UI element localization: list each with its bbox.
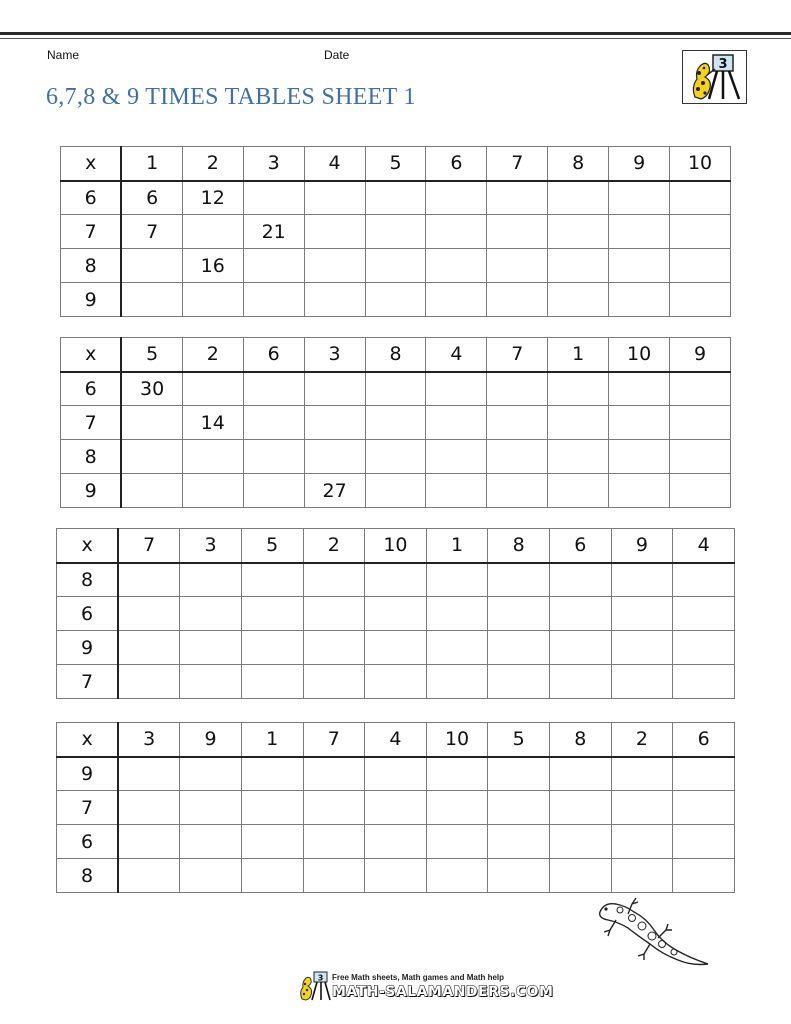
answer-cell[interactable]	[426, 406, 487, 440]
top-rule	[0, 32, 791, 35]
answer-cell[interactable]	[609, 440, 670, 474]
footer-site-link[interactable]: MATH-SALAMANDERS.COM	[332, 984, 554, 1000]
answer-cell[interactable]	[118, 791, 180, 825]
answer-cell[interactable]	[426, 215, 487, 249]
answer-cell[interactable]	[609, 372, 670, 406]
answer-cell[interactable]	[365, 406, 426, 440]
column-header: 3	[304, 338, 365, 372]
answer-cell[interactable]: 14	[182, 406, 243, 440]
times-table-1	[60, 146, 731, 317]
answer-cell[interactable]	[609, 474, 670, 508]
table-row	[57, 563, 735, 597]
column-header: 4	[673, 529, 735, 563]
answer-cell[interactable]	[426, 859, 488, 893]
answer-cell[interactable]	[180, 665, 242, 699]
answer-cell[interactable]	[488, 859, 550, 893]
answer-cell[interactable]	[673, 757, 735, 791]
answer-cell[interactable]: 6	[121, 181, 182, 215]
answer-cell[interactable]	[548, 474, 609, 508]
answer-cell[interactable]	[609, 283, 670, 317]
answer-cell[interactable]	[365, 563, 427, 597]
answer-cell[interactable]	[548, 181, 609, 215]
table-header-row	[61, 147, 731, 181]
answer-cell[interactable]	[365, 474, 426, 508]
answer-cell[interactable]	[243, 181, 304, 215]
answer-cell[interactable]: 27	[304, 474, 365, 508]
column-header: 10	[365, 529, 427, 563]
answer-cell[interactable]	[548, 372, 609, 406]
answer-cell[interactable]	[550, 825, 612, 859]
answer-cell[interactable]	[121, 474, 182, 508]
answer-cell[interactable]	[426, 597, 488, 631]
column-header: 1	[548, 338, 609, 372]
answer-cell[interactable]	[243, 406, 304, 440]
column-header: 1	[241, 723, 303, 757]
table-row	[61, 406, 731, 440]
answer-cell[interactable]	[304, 249, 365, 283]
table-row	[61, 215, 731, 249]
column-header: 9	[670, 338, 731, 372]
answer-cell[interactable]	[609, 249, 670, 283]
answer-cell[interactable]	[118, 859, 180, 893]
answer-cell[interactable]	[365, 757, 427, 791]
table-row	[57, 665, 735, 699]
answer-cell[interactable]	[180, 825, 242, 859]
answer-cell[interactable]	[243, 249, 304, 283]
worksheet-title: 6,7,8 & 9 TIMES TABLES SHEET 1	[46, 84, 416, 110]
answer-cell[interactable]	[426, 563, 488, 597]
answer-cell[interactable]	[426, 181, 487, 215]
answer-cell[interactable]	[365, 181, 426, 215]
row-header: 8	[57, 563, 119, 597]
answer-cell[interactable]	[121, 249, 182, 283]
answer-cell[interactable]	[426, 791, 488, 825]
answer-cell[interactable]	[180, 631, 242, 665]
row-header: 7	[61, 406, 122, 440]
column-header: 6	[243, 338, 304, 372]
answer-cell[interactable]	[303, 757, 365, 791]
corner-cell: x	[61, 338, 122, 372]
answer-cell[interactable]	[304, 372, 365, 406]
answer-cell[interactable]	[673, 665, 735, 699]
answer-cell[interactable]	[303, 563, 365, 597]
date-label: Date	[324, 48, 350, 62]
answer-cell[interactable]	[182, 440, 243, 474]
answer-cell[interactable]	[182, 372, 243, 406]
answer-cell[interactable]	[550, 757, 612, 791]
answer-cell[interactable]	[550, 665, 612, 699]
times-table-4	[56, 722, 735, 893]
answer-cell[interactable]	[611, 631, 673, 665]
answer-cell[interactable]	[548, 283, 609, 317]
table-row	[57, 631, 735, 665]
answer-cell[interactable]	[426, 665, 488, 699]
answer-cell[interactable]	[241, 563, 303, 597]
column-header: 10	[609, 338, 670, 372]
answer-cell[interactable]	[426, 825, 488, 859]
answer-cell[interactable]	[241, 757, 303, 791]
answer-cell[interactable]: 12	[182, 181, 243, 215]
column-header: 8	[550, 723, 612, 757]
answer-cell[interactable]	[182, 474, 243, 508]
table-row	[61, 283, 731, 317]
answer-cell[interactable]	[303, 665, 365, 699]
column-header: 2	[182, 147, 243, 181]
row-header: 9	[57, 631, 119, 665]
column-header: 1	[426, 529, 488, 563]
answer-cell[interactable]	[488, 563, 550, 597]
answer-cell[interactable]	[304, 283, 365, 317]
answer-cell[interactable]	[611, 665, 673, 699]
table-row	[61, 249, 731, 283]
answer-cell[interactable]	[609, 215, 670, 249]
answer-cell[interactable]	[488, 665, 550, 699]
answer-cell[interactable]	[365, 249, 426, 283]
answer-cell[interactable]	[487, 406, 548, 440]
answer-cell[interactable]	[365, 791, 427, 825]
answer-cell[interactable]	[241, 631, 303, 665]
answer-cell[interactable]	[121, 406, 182, 440]
row-header: 6	[61, 372, 122, 406]
answer-cell[interactable]	[180, 597, 242, 631]
answer-cell[interactable]	[426, 757, 488, 791]
answer-cell[interactable]	[243, 474, 304, 508]
times-table-2	[60, 337, 731, 508]
answer-cell[interactable]: 16	[182, 249, 243, 283]
column-header: 4	[426, 338, 487, 372]
answer-cell[interactable]	[550, 859, 612, 893]
name-label: Name	[47, 48, 80, 62]
answer-cell[interactable]	[303, 597, 365, 631]
column-header: 2	[611, 723, 673, 757]
footer-tagline: Free Math sheets, Math games and Math help	[332, 973, 505, 982]
column-header: 4	[304, 147, 365, 181]
answer-cell[interactable]	[303, 791, 365, 825]
answer-cell[interactable]	[426, 372, 487, 406]
column-header: 3	[180, 529, 242, 563]
row-header: 6	[57, 597, 119, 631]
column-header: 5	[488, 723, 550, 757]
answer-cell[interactable]	[180, 757, 242, 791]
answer-cell[interactable]	[670, 440, 731, 474]
table-header-row	[61, 338, 731, 372]
column-header: 2	[182, 338, 243, 372]
footer-logo-badge: 3	[317, 973, 324, 983]
answer-cell[interactable]	[487, 215, 548, 249]
answer-cell[interactable]	[243, 440, 304, 474]
column-header: 5	[365, 147, 426, 181]
answer-cell[interactable]	[548, 215, 609, 249]
answer-cell[interactable]	[243, 372, 304, 406]
answer-cell[interactable]	[611, 791, 673, 825]
answer-cell[interactable]	[365, 859, 427, 893]
column-header: 4	[365, 723, 427, 757]
answer-cell[interactable]	[121, 440, 182, 474]
table-row	[57, 825, 735, 859]
column-header: 5	[241, 529, 303, 563]
column-header: 10	[426, 723, 488, 757]
answer-cell[interactable]	[548, 440, 609, 474]
column-header: 9	[609, 147, 670, 181]
column-header: 1	[121, 147, 182, 181]
answer-cell[interactable]	[673, 563, 735, 597]
answer-cell[interactable]	[670, 406, 731, 440]
column-header: 8	[365, 338, 426, 372]
row-header: 9	[61, 283, 122, 317]
answer-cell[interactable]	[118, 757, 180, 791]
answer-cell[interactable]	[241, 665, 303, 699]
answer-cell[interactable]	[670, 215, 731, 249]
column-header: 8	[488, 529, 550, 563]
answer-cell[interactable]	[488, 825, 550, 859]
answer-cell[interactable]	[182, 215, 243, 249]
answer-cell[interactable]	[670, 249, 731, 283]
answer-cell[interactable]	[611, 597, 673, 631]
answer-cell[interactable]	[365, 283, 426, 317]
answer-cell[interactable]	[365, 372, 426, 406]
column-header: 7	[118, 529, 180, 563]
answer-cell[interactable]	[609, 181, 670, 215]
salamander-drawing-icon	[592, 896, 714, 972]
row-header: 8	[57, 859, 119, 893]
answer-cell[interactable]	[365, 215, 426, 249]
answer-cell[interactable]	[304, 440, 365, 474]
row-header: 6	[57, 825, 119, 859]
logo-badge: 3	[718, 57, 728, 72]
answer-cell[interactable]	[426, 631, 488, 665]
corner-cell: x	[57, 529, 119, 563]
answer-cell[interactable]	[426, 440, 487, 474]
row-header: 7	[57, 665, 119, 699]
answer-cell[interactable]	[180, 791, 242, 825]
column-header: 9	[180, 723, 242, 757]
column-header: 7	[487, 338, 548, 372]
table-row	[57, 791, 735, 825]
answer-cell[interactable]	[670, 283, 731, 317]
answer-cell[interactable]	[550, 791, 612, 825]
answer-cell[interactable]	[488, 631, 550, 665]
table-row	[57, 859, 735, 893]
top-rule-thin	[0, 38, 791, 39]
column-header: 5	[121, 338, 182, 372]
answer-cell[interactable]	[487, 181, 548, 215]
answer-cell[interactable]	[487, 249, 548, 283]
answer-cell[interactable]	[365, 665, 427, 699]
salamander-logo-icon	[296, 970, 332, 1002]
answer-cell[interactable]	[118, 825, 180, 859]
answer-cell[interactable]	[182, 283, 243, 317]
answer-cell[interactable]: 7	[121, 215, 182, 249]
table-row	[61, 440, 731, 474]
column-header: 6	[550, 529, 612, 563]
answer-cell[interactable]	[611, 825, 673, 859]
answer-cell[interactable]	[241, 825, 303, 859]
row-header: 7	[61, 215, 122, 249]
answer-cell[interactable]	[118, 665, 180, 699]
answer-cell[interactable]	[241, 597, 303, 631]
column-header: 10	[670, 147, 731, 181]
answer-cell[interactable]	[241, 859, 303, 893]
answer-cell[interactable]	[118, 631, 180, 665]
answer-cell[interactable]	[670, 474, 731, 508]
answer-cell[interactable]	[611, 563, 673, 597]
answer-cell[interactable]	[488, 757, 550, 791]
table-row	[57, 597, 735, 631]
answer-cell[interactable]	[673, 631, 735, 665]
answer-cell[interactable]	[673, 791, 735, 825]
answer-cell[interactable]	[488, 791, 550, 825]
answer-cell[interactable]	[121, 283, 182, 317]
corner-cell: x	[57, 723, 119, 757]
answer-cell[interactable]	[426, 249, 487, 283]
corner-cell: x	[61, 147, 122, 181]
row-header: 8	[61, 440, 122, 474]
answer-cell[interactable]	[365, 825, 427, 859]
answer-cell[interactable]	[673, 859, 735, 893]
answer-cell[interactable]	[548, 406, 609, 440]
answer-cell[interactable]	[487, 283, 548, 317]
answer-cell[interactable]	[488, 597, 550, 631]
column-header: 8	[548, 147, 609, 181]
table-row	[61, 181, 731, 215]
row-header: 9	[57, 757, 119, 791]
answer-cell[interactable]	[673, 597, 735, 631]
answer-cell[interactable]	[118, 563, 180, 597]
column-header: 3	[243, 147, 304, 181]
answer-cell[interactable]	[611, 859, 673, 893]
answer-cell[interactable]	[548, 249, 609, 283]
times-table-3	[56, 528, 735, 699]
row-header: 8	[61, 249, 122, 283]
answer-cell[interactable]	[304, 181, 365, 215]
answer-cell[interactable]	[365, 440, 426, 474]
answer-cell[interactable]: 30	[121, 372, 182, 406]
answer-cell[interactable]	[609, 406, 670, 440]
column-header: 6	[673, 723, 735, 757]
answer-cell[interactable]	[550, 631, 612, 665]
answer-cell[interactable]	[365, 597, 427, 631]
row-header: 7	[57, 791, 119, 825]
column-header: 7	[303, 723, 365, 757]
answer-cell[interactable]	[304, 406, 365, 440]
answer-cell[interactable]	[118, 597, 180, 631]
row-header: 9	[61, 474, 122, 508]
answer-cell[interactable]: 21	[243, 215, 304, 249]
answer-cell[interactable]	[241, 791, 303, 825]
answer-cell[interactable]	[303, 859, 365, 893]
answer-cell[interactable]	[303, 825, 365, 859]
answer-cell[interactable]	[550, 563, 612, 597]
answer-cell[interactable]	[673, 825, 735, 859]
answer-cell[interactable]	[670, 372, 731, 406]
answer-cell[interactable]	[670, 181, 731, 215]
table-row	[61, 474, 731, 508]
column-header: 3	[118, 723, 180, 757]
answer-cell[interactable]	[426, 283, 487, 317]
column-header: 6	[426, 147, 487, 181]
answer-cell[interactable]	[487, 440, 548, 474]
salamander-on-easel-icon	[682, 50, 747, 104]
column-header: 7	[487, 147, 548, 181]
answer-cell[interactable]	[180, 859, 242, 893]
answer-cell[interactable]	[611, 757, 673, 791]
column-header: 9	[611, 529, 673, 563]
column-header: 2	[303, 529, 365, 563]
answer-cell[interactable]	[487, 372, 548, 406]
answer-cell[interactable]	[487, 474, 548, 508]
answer-cell[interactable]	[180, 563, 242, 597]
table-header-row	[57, 529, 735, 563]
table-header-row	[57, 723, 735, 757]
table-row	[61, 372, 731, 406]
row-header: 6	[61, 181, 122, 215]
answer-cell[interactable]	[303, 631, 365, 665]
answer-cell[interactable]	[550, 597, 612, 631]
answer-cell[interactable]	[365, 631, 427, 665]
answer-cell[interactable]	[243, 283, 304, 317]
table-row	[57, 757, 735, 791]
answer-cell[interactable]	[304, 215, 365, 249]
answer-cell[interactable]	[426, 474, 487, 508]
